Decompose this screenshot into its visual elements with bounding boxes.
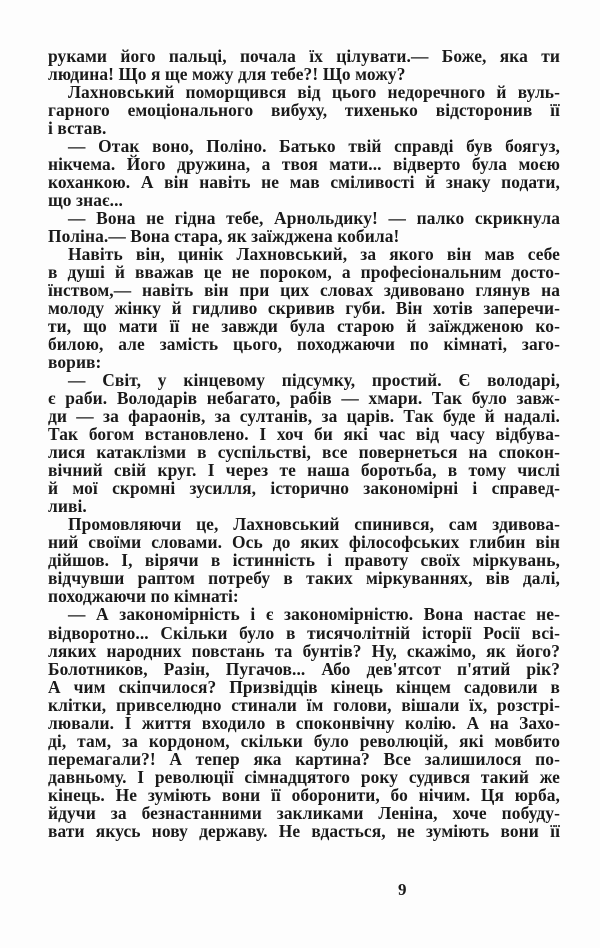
page-number: 9 bbox=[398, 880, 407, 899]
text-line: клітки, привселюдно стинали їм голови, вішали їх, розстрі- bbox=[48, 694, 560, 715]
text-line: Навіть він, цинік Лахновський, за якого він мав себе bbox=[68, 244, 560, 265]
text-line: і встав. bbox=[48, 118, 107, 139]
text-line: людина! Що я ще можу для тебе?! Що можу? bbox=[48, 64, 406, 85]
text-line: — Вона не гідна тебе, Арнольдику! — палко скрикнула bbox=[68, 208, 560, 229]
text-line: ний своїми словами. Ось до яких філософських глибин він bbox=[48, 532, 560, 553]
text-line: вічний свій круг. І через те наша боротьба, в тому числі bbox=[48, 460, 560, 481]
text-line: билою, але замість цього, походжаючи по кімнаті, заго- bbox=[48, 334, 560, 355]
text-line: що знає... bbox=[48, 190, 123, 211]
text-line: лися катаклізми в суспільстві, все повернеться на спокон- bbox=[48, 442, 560, 463]
text-line: ляких народних повстань та бунтів? Ну, скажімо, як його? bbox=[48, 640, 560, 661]
text-line: в душі й вважав це не пороком, а професіональним досто- bbox=[48, 262, 560, 283]
text-line: відчувши раптом потребу в таких міркуваннях, вів далі, bbox=[48, 568, 560, 589]
text-line: перемагали?! А тепер яка картина? Все залишилося по- bbox=[48, 748, 560, 769]
text-line: кінець. Не зуміють вони її оборонити, бо нічим. Ця юрба, bbox=[48, 784, 560, 805]
text-line: ти, що мати її не завжди була старою й заїждженою ко- bbox=[48, 316, 560, 337]
page-body-text bbox=[48, 47, 560, 840]
text-line: Поліна.— Вона стара, як заїжджена кобила! bbox=[48, 226, 400, 247]
text-line: й мої скромні зусилля, історично закономірні і справед- bbox=[48, 478, 560, 499]
text-line: відворотно... Скільки було в тисячолітній історії Росії всі- bbox=[48, 622, 560, 643]
text-line: А чим скіпчилося? Призвідців кінець кінцем садовили в bbox=[48, 676, 560, 697]
text-line: коханкою. А він навіть не мав сміливості й знаку подати, bbox=[48, 172, 560, 193]
text-line: давньому. І революції сімнадцятого року судився такий же bbox=[48, 766, 560, 787]
text-line: Лахновський поморщився від цього недоречного й вуль- bbox=[68, 82, 560, 103]
text-line: Так богом встановлено. І хоч би які час від часу відбува- bbox=[48, 424, 560, 445]
text-line: дійшов. І, вірячи в істинність і правоту своїх міркувань, bbox=[48, 550, 560, 571]
text-line: — Отак воно, Поліно. Батько твій справді був боягуз, bbox=[68, 136, 560, 157]
text-line: вати якусь нову державу. Не вдасться, не зуміють вони її bbox=[48, 820, 560, 841]
text-line: походжаючи по кімнаті: bbox=[48, 586, 239, 607]
text-line: молоду жінку й гидливо скривив губи. Він хотів заперечи- bbox=[48, 298, 560, 319]
text-line: йдучи за безнастанними закликами Леніна, хоче побуду- bbox=[48, 802, 560, 823]
text-line: є раби. Володарів небагато, рабів — хмари. Так було завж- bbox=[48, 388, 560, 409]
text-line: ди — за фараонів, за султанів, за царів. Так буде й надалі. bbox=[48, 406, 560, 427]
text-line: ворив: bbox=[48, 352, 102, 373]
text-line: — Світ, у кінцевому підсумку, простий. Є володарі, bbox=[68, 370, 560, 391]
text-line: Промовляючи це, Лахновський спинився, сам здивова- bbox=[68, 514, 560, 535]
text-line: ді, там, за кордоном, скільки було революцій, які мовбито bbox=[48, 730, 560, 751]
text-line: нікчема. Його дружина, а твоя мати... відверто була моєю bbox=[48, 154, 560, 175]
text-line: — А закономірність і є закономірністю. Вона настає не- bbox=[68, 604, 560, 625]
text-line: їнством,— навіть він при цих словах здивовано глянув на bbox=[48, 280, 560, 301]
text-line: лювали. І життя входило в споконвічну колію. А на Захо- bbox=[48, 712, 560, 733]
text-line: гарного емоціонального вибуху, тихенько відсторонив її bbox=[48, 100, 560, 121]
text-line: руками його пальці, почала їх цілувати.— Боже, яка ти bbox=[48, 46, 560, 66]
text-line: ливі. bbox=[48, 496, 87, 517]
text-line: Болотников, Разін, Пугачов... Або дев'ятсот п'ятий рік? bbox=[48, 658, 560, 679]
